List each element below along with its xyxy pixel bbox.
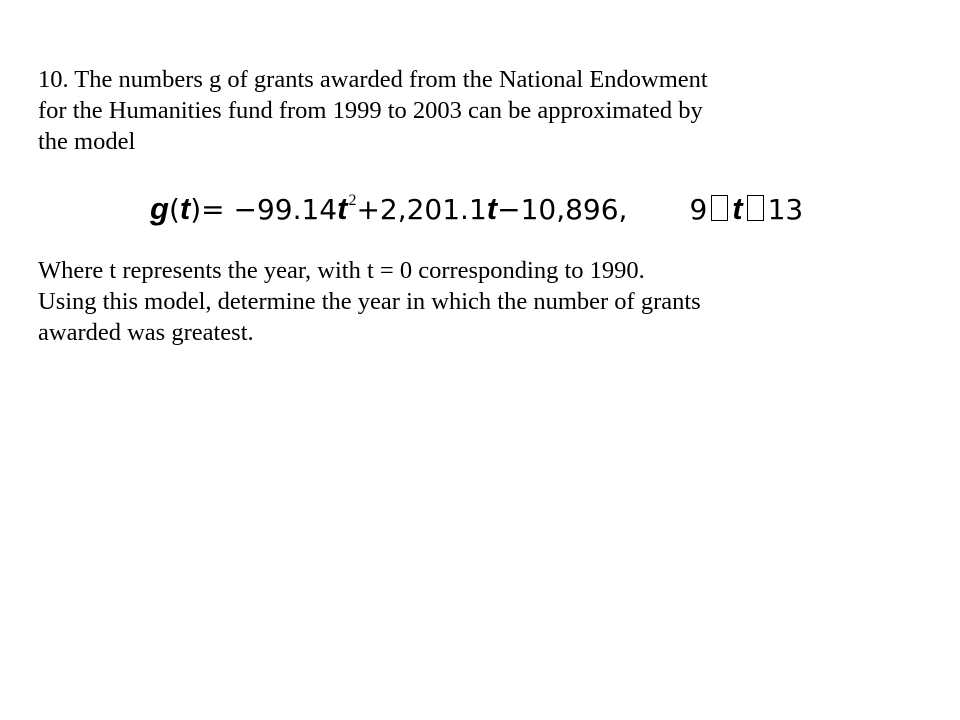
model-equation [150,181,804,226]
equation-open-paren: ( [168,193,180,226]
equation-variable: t [337,191,348,226]
equation-variable: t [486,191,498,226]
equation-variable: t [179,191,191,226]
problem-statement [38,64,918,157]
text-line: Where t represents the year, with t = 0 corresponding to 1990. [38,257,645,284]
missing-symbol-glyph [747,195,764,221]
text-line: for the Humanities fund from 1999 to 2003 can be approximated by [38,97,703,124]
text-line: Using this model, determine the year in which the number of grants [38,288,701,315]
equation-coefficient-a: )= −99.14 [190,193,338,226]
equation-exponent: 2 [348,192,357,209]
equation-function: g [150,191,169,226]
text-line: 10. The numbers g of grants awarded from the National Endowment [38,66,708,93]
domain-variable: t [732,191,743,226]
missing-symbol-glyph [711,195,728,221]
text-line: awarded was greatest. [38,319,254,346]
domain-lower-bound: 9 [689,193,708,226]
equation-constant: −10,896, [497,193,628,226]
domain-upper-bound: 13 [767,193,804,226]
equation-coefficient-b: +2,201.1 [356,193,487,226]
problem-question [38,255,918,348]
text-line: the model [38,128,136,155]
